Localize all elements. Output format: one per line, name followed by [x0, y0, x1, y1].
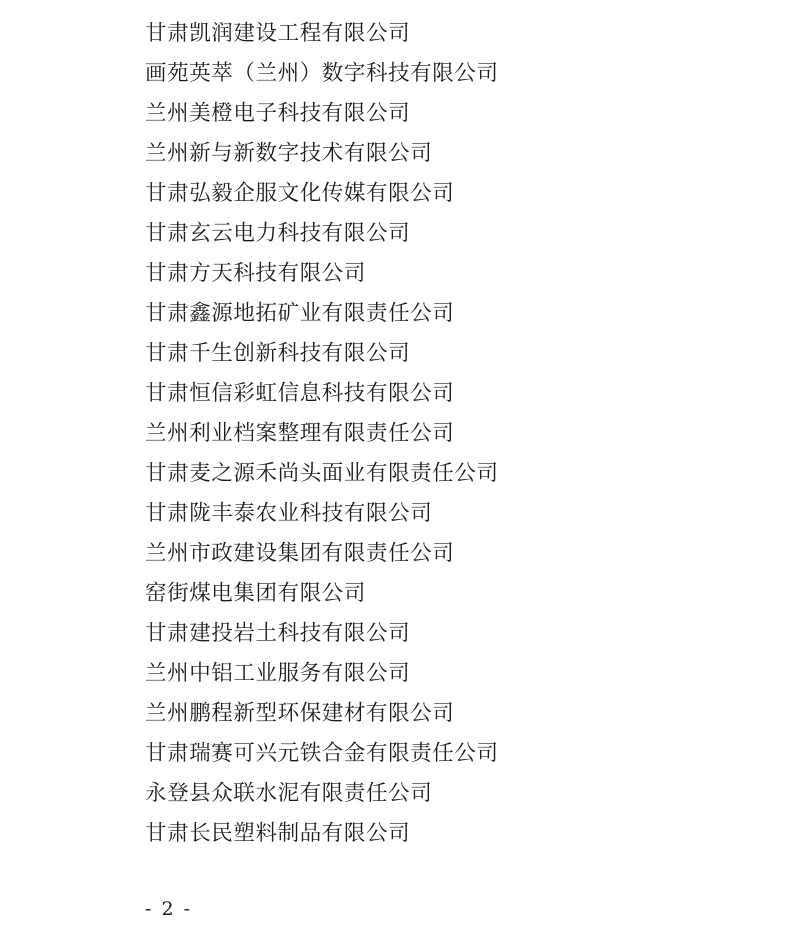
- list-item: 兰州鹏程新型环保建材有限公司: [145, 701, 455, 726]
- list-item: 甘肃恒信彩虹信息科技有限公司: [145, 381, 455, 406]
- list-item: 窑街煤电集团有限公司: [145, 581, 367, 606]
- list-item: 甘肃瑞赛可兴元铁合金有限责任公司: [145, 741, 499, 766]
- list-item: 甘肃建投岩土科技有限公司: [145, 621, 411, 646]
- page-number: - 2 -: [145, 898, 193, 920]
- list-item: 甘肃长民塑料制品有限公司: [145, 821, 411, 846]
- company-list: [145, 14, 730, 854]
- list-item: 兰州美橙电子科技有限公司: [145, 101, 411, 126]
- list-item: 甘肃鑫源地拓矿业有限责任公司: [145, 301, 455, 326]
- list-item: 甘肃凯润建设工程有限公司: [145, 21, 411, 46]
- list-item: 永登县众联水泥有限责任公司: [145, 781, 433, 806]
- list-item: 画苑英萃（兰州）数字科技有限公司: [145, 61, 499, 86]
- list-item: 兰州新与新数字技术有限公司: [145, 141, 433, 166]
- list-item: 甘肃方天科技有限公司: [145, 261, 367, 286]
- list-item: 甘肃麦之源禾尚头面业有限责任公司: [145, 461, 499, 486]
- list-item: 甘肃玄云电力科技有限公司: [145, 221, 411, 246]
- list-item: 兰州市政建设集团有限责任公司: [145, 541, 455, 566]
- list-item: 兰州利业档案整理有限责任公司: [145, 421, 455, 446]
- list-item: 甘肃陇丰泰农业科技有限公司: [145, 501, 433, 526]
- list-item: 甘肃千生创新科技有限公司: [145, 341, 411, 366]
- list-item: 兰州中铝工业服务有限公司: [145, 661, 411, 686]
- list-item: 甘肃弘毅企服文化传媒有限公司: [145, 181, 455, 206]
